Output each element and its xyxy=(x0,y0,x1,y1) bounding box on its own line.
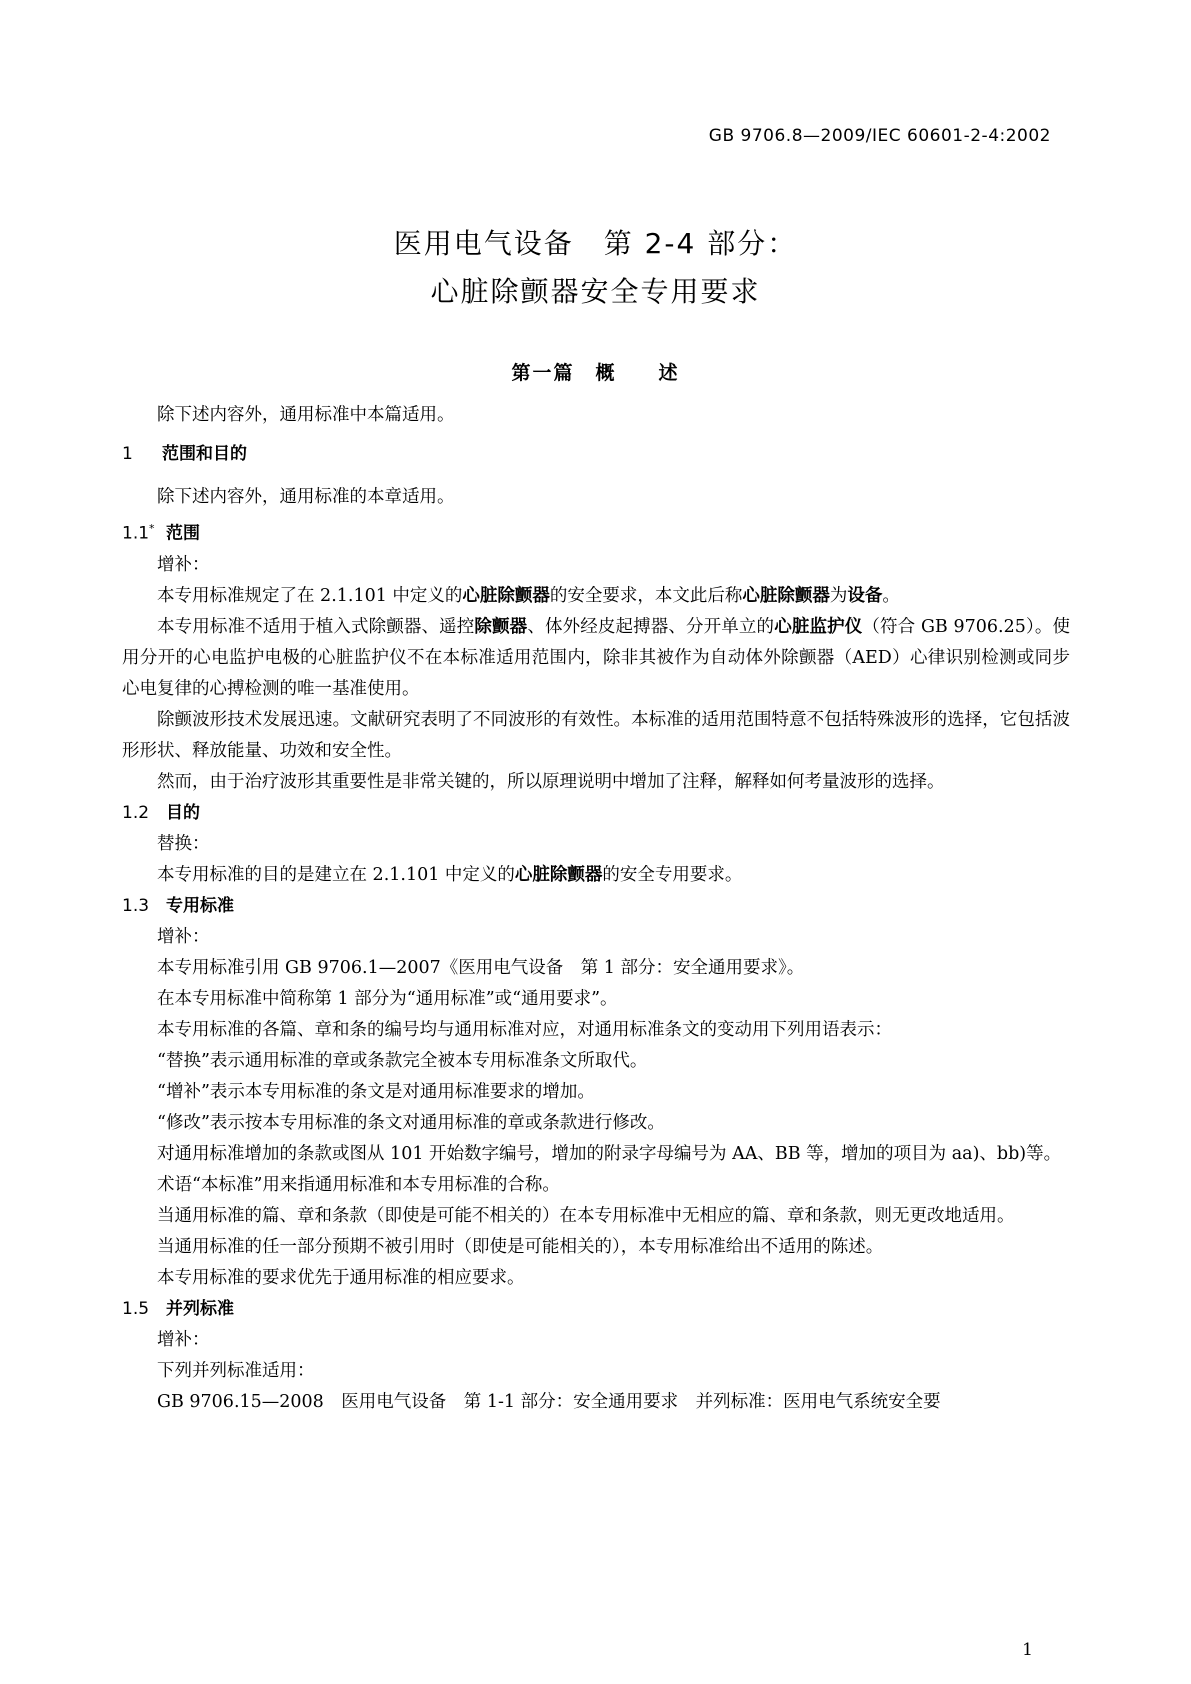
defined-term: 心脏除颤器 xyxy=(742,585,830,606)
paragraph: GB 9706.15—2008 医用电气设备 第 1-1 部分：安全通用要求 并列标准：医用电气系统安全要 xyxy=(157,1391,941,1412)
text-run: 。 xyxy=(882,585,900,606)
rationale-mark: * xyxy=(149,522,155,535)
section-number: 1.5 xyxy=(122,1298,150,1319)
section-number-text: 1.1 xyxy=(122,523,150,544)
section-title: 范围和目的 xyxy=(162,444,247,464)
paragraph: 替换： xyxy=(157,833,210,854)
section-number: 1.3 xyxy=(122,895,150,916)
section-title: 目的 xyxy=(166,802,200,823)
text-run: 本专用标准规定了在 2.1.101 中定义的 xyxy=(157,585,463,606)
text-run: 的安全要求，本文此后称 xyxy=(549,585,743,606)
paragraph: 增补： xyxy=(157,554,210,575)
defined-term: 设备 xyxy=(847,585,883,606)
paragraph: 然而，由于治疗波形其重要性是非常关键的，所以原理说明中增加了注释，解释如何考量波形的选择。 xyxy=(157,771,945,792)
paragraph: 除下述内容外，通用标准的本章适用。 xyxy=(157,487,455,507)
defined-term: 心脏除颤器 xyxy=(462,585,550,606)
section-1-2-heading xyxy=(122,798,1070,829)
standard-number: GB 9706.8—2009/IEC 60601-2-4:2002 xyxy=(708,126,1051,146)
text-run: 为 xyxy=(829,585,848,606)
section-number xyxy=(122,513,166,550)
paragraph: 当通用标准的任一部分预期不被引用时（即使是可能相关的），本专用标准给出不适用的陈述。 xyxy=(157,1236,884,1257)
paragraph: 除颤波形技术发展迅速。文献研究表明了不同波形的有效性。本标准的适用范围特意不包括特殊波形的选择，它包括波形形状、释放能量、功效和安全性。 xyxy=(122,709,1070,761)
section-title: 专用标准 xyxy=(166,895,234,916)
section-title: 范围 xyxy=(166,523,200,544)
paragraph xyxy=(122,581,1070,612)
paragraph: “增补”表示本专用标准的条文是对通用标准要求的增加。 xyxy=(157,1081,595,1102)
text-run: 本专用标准的目的是建立在 2.1.101 中定义的 xyxy=(157,864,515,885)
page-number: 1 xyxy=(1022,1640,1033,1660)
text-run: 的安全专用要求。 xyxy=(602,864,743,885)
paragraph: 在本专用标准中简称第 1 部分为“通用标准”或“通用要求”。 xyxy=(157,988,618,1009)
text-run: 本专用标准不适用于植入式除颤器、遥控 xyxy=(157,616,475,637)
paragraph: “修改”表示按本专用标准的条文对通用标准的章或条款进行修改。 xyxy=(157,1112,665,1133)
text-run: 、体外经皮起搏器、分开单立的 xyxy=(527,616,775,637)
section-1-5-heading xyxy=(122,1294,1070,1325)
paragraph: 当通用标准的篇、章和条款（即使是可能不相关的）在本专用标准中无相应的篇、章和条款，则无更改地适用。 xyxy=(157,1205,1015,1226)
paragraph: “替换”表示通用标准的章或条款完全被本专用标准条文所取代。 xyxy=(157,1050,648,1071)
section-1-heading xyxy=(122,439,1070,470)
intro-paragraph: 除下述内容外，通用标准中本篇适用。 xyxy=(157,405,455,425)
paragraph xyxy=(122,612,1070,705)
defined-term: 除颤器 xyxy=(474,616,528,637)
document-body xyxy=(122,400,1070,1418)
paragraph: 增补： xyxy=(157,926,210,947)
paragraph: 下列并列标准适用： xyxy=(157,1360,315,1381)
text-run: （符合 GB 9706.25）。使用分开的心电监护电极的心脏监护仪不在本标准适用范围内，除非其被作为自动体外除颤器（AED）心律识别检测或同步心电复律的心搏检测的唯一基准使用。 xyxy=(122,616,1071,699)
document-title-line1: 医用电气设备 第 2-4 部分： xyxy=(393,227,798,260)
part-heading: 第一篇 概 述 xyxy=(511,362,680,384)
section-number: 1.2 xyxy=(122,802,150,823)
paragraph: 对通用标准增加的条款或图从 101 开始数字编号，增加的附录字母编号为 AA、BB 等，增加的项目为 aa)、bb)等。 xyxy=(157,1143,1062,1164)
paragraph: 本专用标准的要求优先于通用标准的相应要求。 xyxy=(157,1267,525,1288)
section-number: 1 xyxy=(122,444,133,464)
section-title: 并列标准 xyxy=(166,1298,234,1319)
paragraph: 本专用标准的各篇、章和条的编号均与通用标准对应，对通用标准条文的变动用下列用语表示： xyxy=(157,1019,892,1040)
defined-term: 心脏监护仪 xyxy=(774,616,863,637)
document-title-line2: 心脏除颤器安全专用要求 xyxy=(430,275,761,308)
paragraph xyxy=(122,860,1070,891)
paragraph: 增补： xyxy=(157,1329,210,1350)
defined-term: 心脏除颤器 xyxy=(514,864,603,885)
section-1-3-heading xyxy=(122,891,1070,922)
section-1-1-heading xyxy=(122,513,1070,550)
paragraph: 本专用标准引用 GB 9706.1—2007《医用电气设备 第 1 部分：安全通用要求》。 xyxy=(157,957,805,978)
paragraph: 术语“本标准”用来指通用标准和本专用标准的合称。 xyxy=(157,1174,560,1195)
